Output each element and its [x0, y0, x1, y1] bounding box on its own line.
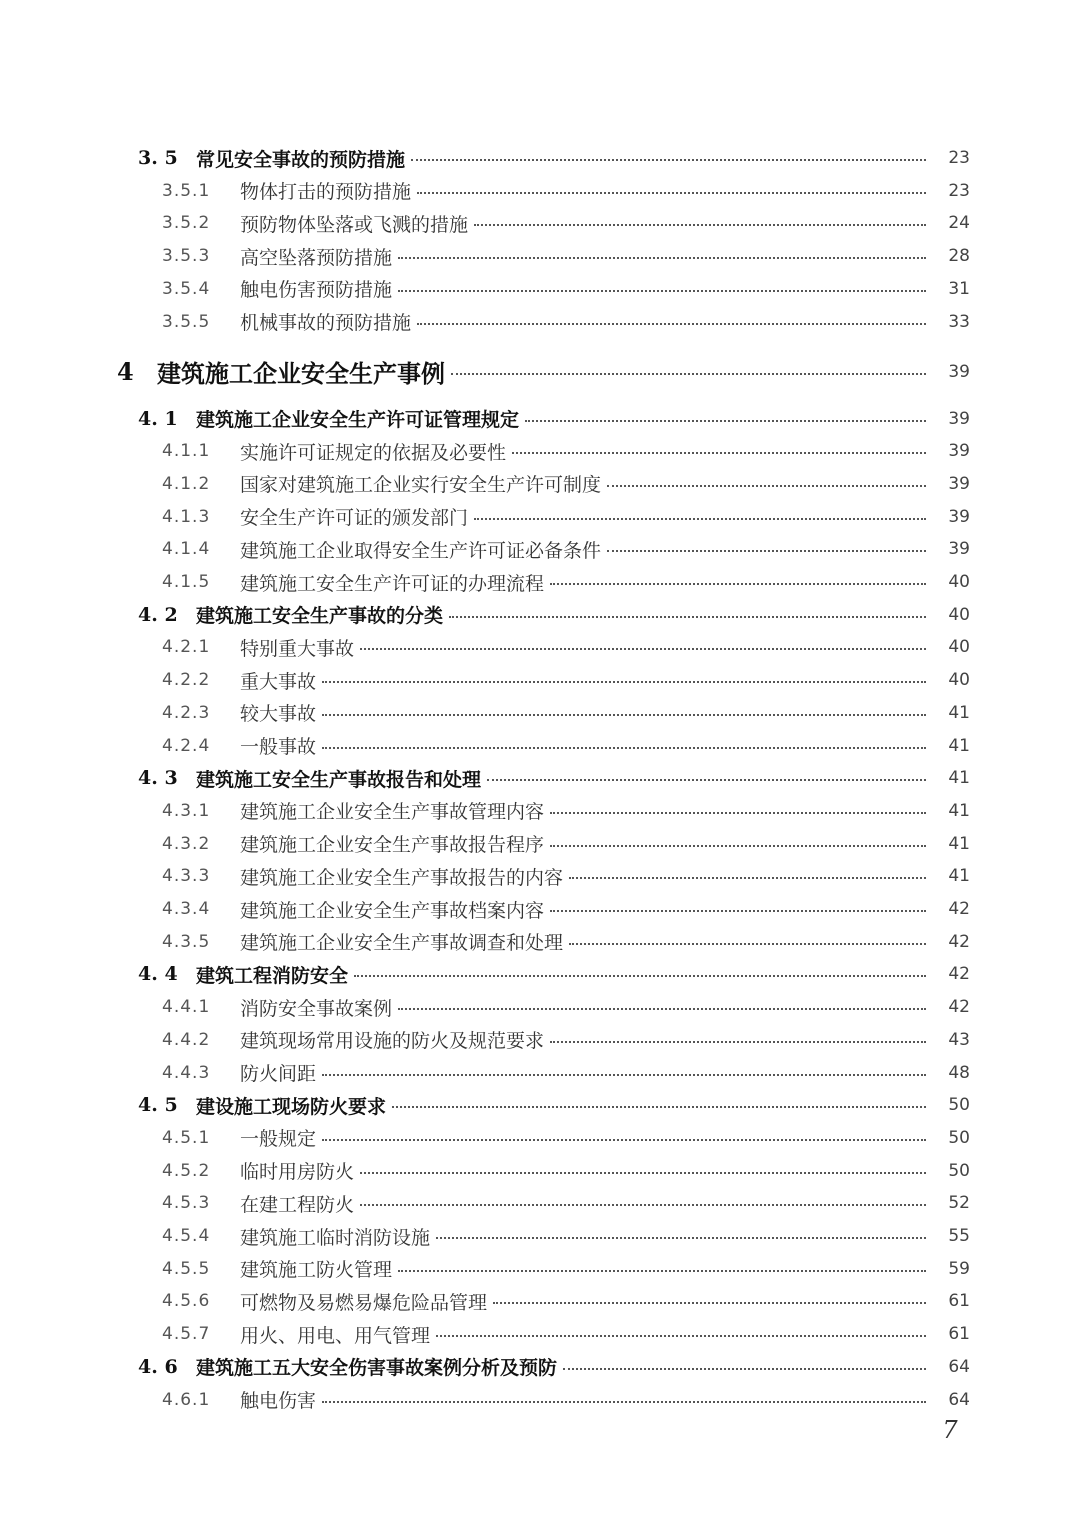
toc-entry-title: 建筑施工五大安全伤害事故案例分析及预防	[196, 1357, 558, 1380]
dot-leader	[411, 159, 926, 161]
toc-entry-sub	[162, 567, 970, 597]
toc-entry-page: 41	[948, 833, 970, 854]
toc-entry-number: 4.2.2	[162, 670, 211, 691]
toc-entry-number: 3. 5	[138, 147, 178, 169]
toc-entry-page: 61	[948, 1291, 970, 1312]
dot-leader	[360, 1204, 926, 1206]
dot-leader	[550, 812, 926, 814]
dot-leader	[398, 290, 926, 292]
toc-entry-page: 39	[948, 441, 970, 462]
toc-entry-number: 4.5.1	[162, 1127, 211, 1148]
toc-entry-title: 用火、用电、用气管理	[240, 1324, 431, 1347]
toc-entry-title: 建筑施工企业安全生产事故档案内容	[240, 899, 545, 922]
toc-entry-page: 39	[948, 361, 970, 382]
toc-entry-sub	[162, 894, 970, 924]
toc-entry-page: 64	[948, 1356, 970, 1377]
toc-entry-title: 建设施工现场防火要求	[196, 1095, 387, 1118]
toc-entry-page: 41	[948, 800, 970, 821]
toc-entry-sub	[162, 1058, 970, 1088]
dot-leader	[474, 518, 926, 520]
dot-leader	[493, 1302, 926, 1304]
dot-leader	[322, 681, 926, 683]
dot-leader	[322, 1401, 926, 1403]
toc-entry-title: 预防物体坠落或飞溅的措施	[240, 213, 469, 236]
toc-entry-title: 实施许可证规定的依据及必要性	[240, 441, 507, 464]
toc-entry-title: 建筑施工企业安全生产事例	[157, 359, 445, 388]
toc-entry-number: 4.5.4	[162, 1226, 211, 1246]
toc-entry-title: 建筑施工安全生产事故的分类	[196, 605, 444, 628]
toc-entry-title: 在建工程防火	[240, 1193, 355, 1216]
toc-entry-sub	[162, 469, 970, 499]
toc-entry-number: 4.3.2	[162, 833, 211, 854]
toc-entry-sub	[162, 632, 970, 662]
dot-leader	[449, 616, 926, 618]
dot-leader	[607, 550, 926, 552]
toc-entry-number: 4.2.4	[162, 735, 211, 756]
toc-entry-page: 50	[948, 1160, 970, 1181]
dot-leader	[474, 224, 926, 226]
toc-entry-number: 4.5.7	[162, 1324, 211, 1345]
toc-entry-sub	[162, 1286, 970, 1316]
toc-entry-page: 42	[948, 899, 970, 919]
toc-entry-page: 31	[948, 278, 970, 299]
toc-entry-page: 40	[948, 572, 970, 592]
toc-entry-number: 4.1.5	[162, 572, 211, 592]
toc-entry-page: 39	[948, 506, 970, 527]
toc-entry-number: 4.1.4	[162, 539, 211, 560]
toc-entry-sub	[162, 731, 970, 761]
toc-entry-title: 较大事故	[240, 703, 317, 726]
toc-entry-number: 4	[117, 357, 134, 386]
toc-entry-section	[138, 1352, 970, 1382]
toc-entry-number: 4.4.2	[162, 1029, 211, 1050]
toc-entry-title: 重大事故	[240, 670, 317, 693]
toc-entry-section	[138, 143, 970, 173]
toc-entry-page: 40	[948, 604, 970, 625]
dot-leader	[322, 747, 926, 749]
dot-leader	[398, 1270, 926, 1272]
toc-entry-title: 建筑施工安全生产事故报告和处理	[196, 768, 482, 791]
toc-entry-sub	[162, 1254, 970, 1284]
toc-entry-title: 高空坠落预防措施	[240, 246, 393, 269]
toc-entry-title: 触电伤害	[240, 1390, 317, 1412]
dot-leader	[550, 845, 926, 847]
toc-entry-sub	[162, 241, 970, 271]
toc-entry-page: 55	[948, 1226, 970, 1246]
toc-entry-page: 41	[948, 768, 970, 789]
dot-leader	[354, 975, 926, 977]
dot-leader	[398, 257, 926, 259]
toc-entry-number: 4. 2	[138, 603, 178, 626]
toc-entry-title: 建筑施工安全生产许可证的办理流程	[240, 572, 545, 595]
toc-entry-number: 4.5.2	[162, 1160, 211, 1181]
toc-entry-page: 40	[948, 670, 970, 691]
toc-entry-number: 4. 1	[138, 407, 178, 430]
toc-entry-number: 3.5.3	[162, 246, 211, 267]
dot-leader	[550, 583, 926, 585]
toc-entry-number: 3.5.4	[162, 278, 211, 299]
toc-entry-section	[138, 600, 970, 630]
toc-entry-section	[138, 763, 970, 793]
toc-entry-page: 61	[948, 1324, 970, 1345]
toc-entry-title: 临时用房防火	[240, 1161, 355, 1184]
toc-entry-title: 国家对建筑施工企业实行安全生产许可制度	[240, 474, 602, 497]
dot-leader	[392, 1106, 926, 1108]
dot-leader	[436, 1335, 926, 1337]
toc-entry-number: 4.3.3	[162, 866, 211, 887]
toc-entry-title: 建筑施工企业安全生产事故调查和处理	[240, 932, 564, 955]
dot-leader	[487, 779, 926, 781]
toc-entry-number: 4.2.1	[162, 637, 211, 658]
toc-entry-page: 40	[948, 637, 970, 658]
toc-entry-title: 建筑施工企业取得安全生产许可证必备条件	[240, 539, 602, 562]
dot-leader	[563, 1368, 926, 1370]
toc-entry-number: 4. 4	[138, 963, 178, 986]
toc-entry-sub	[162, 665, 970, 695]
dot-leader	[569, 877, 926, 879]
dot-leader	[607, 485, 926, 487]
toc-entry-title: 一般事故	[240, 736, 317, 758]
toc-entry-sub	[162, 436, 970, 466]
toc-entry-title: 消防安全事故案例	[240, 997, 393, 1020]
toc-entry-page: 52	[948, 1193, 970, 1214]
toc-entry-number: 3.5.5	[162, 311, 211, 332]
toc-entry-title: 特别重大事故	[240, 637, 355, 660]
dot-leader	[550, 910, 926, 912]
toc-entry-sub	[162, 208, 970, 238]
dot-leader	[322, 1139, 926, 1141]
toc-entry-page: 39	[948, 408, 970, 429]
toc-entry-page: 42	[948, 997, 970, 1018]
page-number: 7	[942, 1416, 958, 1444]
toc-entry-page: 50	[948, 1095, 970, 1116]
toc-entry-section	[138, 959, 970, 989]
toc-entry-title: 建筑施工企业安全生产事故报告的内容	[240, 866, 564, 889]
dot-leader	[451, 373, 926, 375]
toc-entry-section	[138, 1090, 970, 1120]
toc-entry-sub	[162, 992, 970, 1022]
toc-entry-sub	[162, 1221, 970, 1251]
toc-entry-sub	[162, 307, 970, 337]
toc-entry-title: 建筑施工企业安全生产事故管理内容	[240, 801, 545, 824]
toc-entry-title: 安全生产许可证的颁发部门	[240, 507, 469, 530]
toc-entry-page: 59	[948, 1258, 970, 1279]
toc-entry-number: 4. 3	[138, 767, 178, 790]
toc-entry-sub	[162, 1188, 970, 1218]
toc-entry-title: 可燃物及易燃易爆危险品管理	[240, 1291, 488, 1314]
toc-entry-page: 41	[948, 866, 970, 887]
toc-entry-page: 50	[948, 1127, 970, 1148]
toc-entry-title: 建筑现场常用设施的防火及规范要求	[240, 1030, 545, 1053]
toc-entry-sub	[162, 1123, 970, 1153]
toc-entry-sub	[162, 796, 970, 826]
toc-entry-number: 4.4.3	[162, 1062, 211, 1083]
toc-entry-title: 一般规定	[240, 1128, 317, 1151]
toc-entry-title: 物体打击的预防措施	[240, 181, 412, 204]
toc-entry-page: 39	[948, 473, 970, 494]
toc-entry-title: 建筑施工企业安全生产事故报告程序	[240, 834, 545, 857]
toc-entry-title: 触电伤害预防措施	[240, 279, 393, 302]
toc-entry-sub	[162, 274, 970, 304]
toc-entry-number: 3.5.1	[162, 180, 211, 201]
toc-entry-chapter	[117, 354, 970, 390]
toc-entry-title: 机械事故的预防措施	[240, 312, 412, 334]
dot-leader	[322, 1074, 926, 1076]
toc-entry-number: 4.3.4	[162, 899, 211, 919]
toc-entry-page: 23	[948, 148, 970, 168]
toc-entry-sub	[162, 534, 970, 564]
toc-entry-sub	[162, 927, 970, 957]
dot-leader	[550, 1041, 926, 1043]
toc-entry-title: 防火间距	[240, 1063, 317, 1085]
toc-entry-page: 33	[948, 311, 970, 332]
toc-entry-sub	[162, 1025, 970, 1055]
dot-leader	[417, 192, 926, 194]
toc-entry-number: 4.5.6	[162, 1291, 211, 1312]
toc-entry-page: 42	[948, 964, 970, 985]
toc-entry-title: 建筑施工临时消防设施	[240, 1226, 431, 1249]
toc-entry-title: 常见安全事故的预防措施	[196, 148, 406, 171]
dot-leader	[417, 323, 926, 325]
toc-entry-page: 43	[948, 1029, 970, 1050]
dot-leader	[322, 714, 926, 716]
toc-entry-page: 41	[948, 735, 970, 756]
dot-leader	[512, 452, 926, 454]
toc-entry-number: 4.2.3	[162, 702, 211, 723]
toc-entry-page: 23	[948, 180, 970, 201]
toc-entry-number: 4. 6	[138, 1355, 178, 1378]
toc-entry-sub	[162, 1385, 970, 1415]
toc-entry-number: 4.3.5	[162, 931, 211, 952]
toc-entry-number: 4.4.1	[162, 997, 211, 1018]
toc-entry-number: 4.3.1	[162, 800, 211, 821]
toc-entry-section	[138, 404, 970, 434]
toc-entry-page: 41	[948, 702, 970, 723]
toc-entry-sub	[162, 176, 970, 206]
toc-entry-title: 建筑施工防火管理	[240, 1259, 393, 1282]
dot-leader	[525, 420, 926, 422]
toc-entry-sub	[162, 1319, 970, 1349]
toc-entry-page: 39	[948, 539, 970, 560]
toc-entry-page: 48	[948, 1062, 970, 1083]
toc-entry-sub	[162, 502, 970, 532]
toc-entry-title: 建筑施工企业安全生产许可证管理规定	[196, 409, 520, 431]
dot-leader	[436, 1237, 926, 1239]
toc-entry-number: 4.5.5	[162, 1258, 211, 1279]
toc-entry-number: 4.1.3	[162, 506, 211, 527]
toc-entry-page: 42	[948, 931, 970, 952]
toc-entry-number: 4.6.1	[162, 1389, 211, 1410]
toc-entry-sub	[162, 698, 970, 728]
toc-entry-number: 4.1.1	[162, 441, 211, 462]
toc-entry-page: 28	[948, 246, 970, 267]
toc-entry-page: 24	[948, 213, 970, 234]
toc-entry-number: 3.5.2	[162, 213, 211, 234]
dot-leader	[360, 1172, 926, 1174]
toc-entry-number: 4.1.2	[162, 473, 211, 494]
toc-entry-number: 4. 5	[138, 1094, 178, 1117]
dot-leader	[569, 943, 926, 945]
toc-entry-number: 4.5.3	[162, 1193, 211, 1214]
toc-entry-title: 建筑工程消防安全	[196, 964, 349, 987]
dot-leader	[398, 1008, 926, 1010]
toc-entry-sub	[162, 829, 970, 859]
toc-entry-page: 64	[948, 1389, 970, 1410]
toc-entry-sub	[162, 861, 970, 891]
toc-entry-sub	[162, 1156, 970, 1186]
dot-leader	[360, 648, 926, 650]
